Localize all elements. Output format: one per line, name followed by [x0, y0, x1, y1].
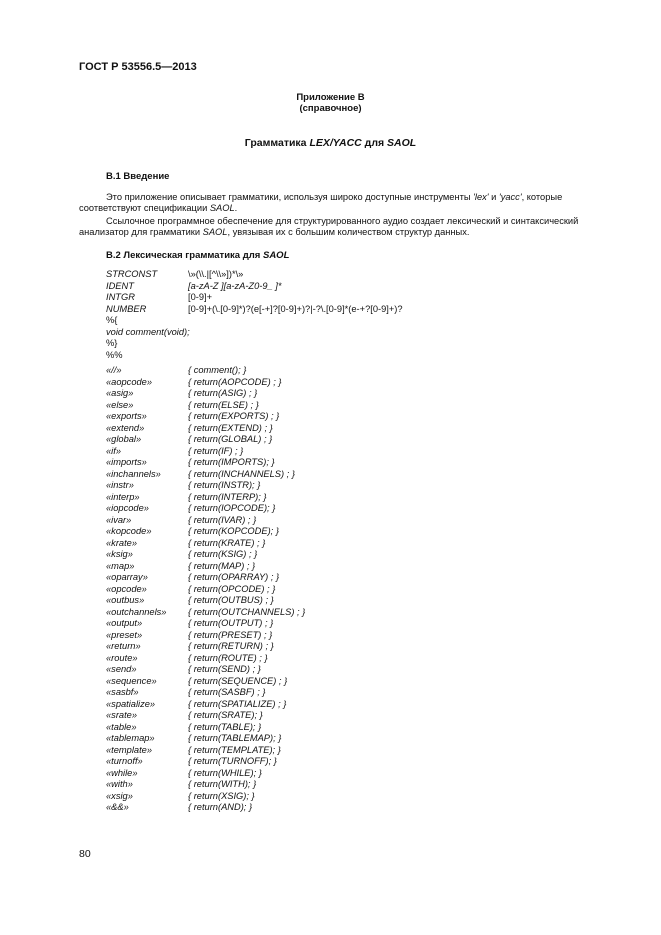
definition-name: STRCONST	[106, 269, 158, 279]
lexer-rules	[106, 365, 305, 814]
rule-action: { return(OUTBUS) ; }	[188, 595, 274, 605]
rule-token: «table»	[106, 721, 137, 732]
lexer-rule-row	[106, 630, 305, 642]
rule-token: «tablemap»	[106, 733, 155, 743]
lexer-rule-row	[106, 641, 305, 653]
rule-action: { return(XSIG); }	[188, 790, 255, 801]
rule-action: { return(INTERP); }	[188, 491, 267, 502]
lexer-rule-row	[106, 676, 305, 688]
title-prefix: Грамматика	[244, 137, 310, 149]
rule-token: «output»	[106, 618, 143, 628]
rule-token: «ksig»	[106, 549, 133, 559]
rule-token: «kopcode»	[106, 526, 152, 536]
rule-action: { return(AND); }	[188, 802, 253, 812]
lexer-rule-row	[106, 687, 305, 699]
lexer-rule-row	[106, 480, 305, 492]
rule-action: { return(SRATE); }	[188, 710, 263, 720]
intro-paragraph-1	[79, 192, 583, 214]
code-line-text: %}	[106, 338, 118, 349]
rule-action: { return(PRESET) ; }	[188, 629, 273, 640]
p1-saol: SAOL	[209, 203, 235, 213]
rule-token: «return»	[106, 641, 141, 651]
p2-saol: SAOL	[202, 227, 228, 237]
rule-action: { return(OUTCHANNELS) ; }	[188, 606, 306, 617]
lexer-rule-row	[106, 423, 305, 435]
lexer-rule-row	[106, 457, 305, 469]
definition-row	[106, 269, 403, 281]
rule-action: { return(SEND) ; }	[188, 664, 261, 674]
definition-pattern: [0-9]+	[188, 292, 213, 303]
rule-token: «iopcode»	[106, 503, 149, 513]
rule-action: { return(OPCODE) ; }	[188, 583, 276, 594]
p1-text: Это приложение описывает грамматики, используя широко доступные инструменты	[106, 192, 474, 202]
rule-token: «oparray»	[106, 572, 148, 582]
rule-token: «spatialize»	[106, 698, 156, 709]
rule-action: { return(KOPCODE); }	[188, 526, 279, 536]
definition-pattern: [0-9]+(\.[0-9]*)?(e[-+]?[0-9]+)?|-?\.[0-9]*(e-+?[0-9]+)?	[188, 303, 403, 314]
rule-action: { return(IMPORTS); }	[188, 457, 275, 467]
rule-token: «send»	[106, 664, 137, 674]
rule-token: «while»	[106, 767, 138, 778]
rule-token: «extend»	[106, 422, 145, 433]
page-number: 80	[79, 848, 91, 860]
lexer-rule-row	[106, 653, 305, 665]
code-line	[106, 327, 403, 339]
lexer-rule-row	[106, 699, 305, 711]
rule-action: { return(ROUTE) ; }	[188, 652, 268, 663]
rule-token: «interp»	[106, 491, 140, 502]
rule-token: «instr»	[106, 480, 134, 490]
lexer-rule-row	[106, 710, 305, 722]
lexer-rule-row	[106, 664, 305, 676]
lexer-rule-row	[106, 722, 305, 734]
code-line	[106, 338, 403, 350]
rule-action: { return(OPARRAY) ; }	[188, 572, 280, 582]
lexer-rule-row	[106, 400, 305, 412]
lexer-rule-row	[106, 595, 305, 607]
rule-token: «outchannels»	[106, 606, 167, 617]
rule-token: «if»	[106, 445, 121, 456]
rule-action: { return(EXTEND) ; }	[188, 422, 273, 433]
rule-action: { return(ASIG) ; }	[188, 388, 258, 398]
lexer-rule-row	[106, 388, 305, 400]
lexer-rule-row	[106, 561, 305, 573]
rule-action: { comment(); }	[188, 365, 247, 375]
appendix-heading	[0, 92, 661, 114]
definition-name: INTGR	[106, 292, 135, 303]
code-line	[106, 350, 403, 362]
rule-action: { return(OUTPUT) ; }	[188, 618, 274, 628]
rule-action: { return(TURNOFF); }	[188, 756, 277, 766]
document-header: ГОСТ Р 53556.5—2013	[79, 61, 197, 73]
rule-token: «xsig»	[106, 790, 133, 801]
rule-action: { return(IF) ; }	[188, 445, 244, 456]
rule-token: «srate»	[106, 710, 138, 720]
lexer-rule-row	[106, 515, 305, 527]
definition-name: NUMBER	[106, 303, 147, 314]
rule-action: { return(ELSE) ; }	[188, 399, 259, 410]
section-heading-intro: В.1 Введение	[106, 171, 170, 182]
rule-token: «asig»	[106, 388, 134, 398]
rule-token: «preset»	[106, 629, 143, 640]
title-lexyacc: LEX/YACC	[309, 137, 362, 149]
lexer-rule-row	[106, 538, 305, 550]
lexer-rule-row	[106, 733, 305, 745]
rule-action: { return(INSTR); }	[188, 480, 261, 490]
p1-lex: 'lex'	[473, 192, 489, 202]
lexer-rule-row	[106, 411, 305, 423]
p2-end: , увязывая их с большим количеством структур данных.	[227, 227, 470, 237]
lexer-rule-row	[106, 446, 305, 458]
rule-action: { return(SPATIALIZE) ; }	[188, 698, 287, 709]
rule-action: { return(GLOBAL) ; }	[188, 434, 273, 444]
rule-token: «&&»	[106, 802, 129, 812]
lexer-rule-row	[106, 434, 305, 446]
definition-row	[106, 281, 403, 293]
definition-row	[106, 304, 403, 316]
rule-action: { return(KSIG) ; }	[188, 549, 258, 559]
lexer-rule-row	[106, 618, 305, 630]
lexical-heading-saol: SAOL	[262, 250, 290, 261]
rule-action: { return(TEMPLATE); }	[188, 744, 281, 755]
lexical-definitions	[106, 269, 403, 361]
lexical-heading-text: В.2 Лексическая грамматика для	[106, 250, 263, 261]
rule-action: { return(WITH); }	[188, 779, 257, 789]
section-heading-lexical	[106, 250, 289, 261]
lexer-rule-row	[106, 549, 305, 561]
definition-pattern: \»(\\.|[^\\»])*\»	[188, 269, 244, 279]
rule-token: «ivar»	[106, 514, 132, 525]
rule-action: { return(MAP) ; }	[188, 560, 256, 571]
rule-token: «imports»	[106, 457, 147, 467]
definition-row	[106, 292, 403, 304]
lexer-rule-row	[106, 572, 305, 584]
rule-action: { return(SEQUENCE) ; }	[188, 675, 288, 686]
lexer-rule-row	[106, 791, 305, 803]
page-title	[0, 137, 661, 149]
rule-token: «map»	[106, 560, 135, 571]
rule-action: { return(AOPCODE) ; }	[188, 376, 282, 387]
p2-text: Ссылочное программное обеспечение для структурированного аудио создает лексический и синтаксический анализатор для грамматики	[79, 216, 579, 237]
lexer-rule-row	[106, 526, 305, 538]
code-line-text: %%	[106, 349, 123, 360]
lexer-rule-row	[106, 377, 305, 389]
rule-token: «outbus»	[106, 595, 145, 605]
appendix-title: Приложение В	[296, 92, 365, 103]
lexer-rule-row	[106, 492, 305, 504]
rule-token: «aopcode»	[106, 376, 153, 387]
p1-yacc: 'yacc'	[498, 192, 522, 202]
code-line	[106, 315, 403, 327]
rule-action: { return(KRATE) ; }	[188, 537, 266, 548]
lexer-rule-row	[106, 745, 305, 757]
rule-token: «//»	[106, 365, 122, 375]
definition-pattern: [a-zA-Z ][a-zA-Z0-9_ ]*	[188, 280, 282, 291]
lexer-rule-row	[106, 584, 305, 596]
lexer-rule-row	[106, 756, 305, 768]
p1-dot: .	[234, 203, 238, 213]
title-saol: SAOL	[387, 137, 417, 149]
lexer-rule-row	[106, 779, 305, 791]
rule-token: «sasbf»	[106, 687, 139, 697]
lexer-rule-row	[106, 607, 305, 619]
rule-action: { return(RETURN) ; }	[188, 641, 274, 651]
appendix-subtitle: (справочное)	[299, 103, 362, 114]
rule-token: «turnoff»	[106, 756, 143, 766]
rule-action: { return(WHILE); }	[188, 767, 262, 778]
definition-name: IDENT	[106, 280, 134, 291]
rule-token: «route»	[106, 652, 138, 663]
rule-action: { return(TABLE); }	[188, 721, 262, 732]
lexer-rule-row	[106, 802, 305, 814]
title-middle: для	[361, 137, 388, 149]
rule-token: «inchannels»	[106, 468, 161, 479]
rule-token: «exports»	[106, 411, 147, 421]
rule-token: «krate»	[106, 537, 138, 548]
p1-and: и	[488, 192, 499, 202]
lexer-rule-row	[106, 768, 305, 780]
lexer-rule-row	[106, 503, 305, 515]
rule-action: { return(IOPCODE); }	[188, 503, 276, 513]
rule-action: { return(IVAR) ; }	[188, 514, 257, 525]
rule-token: «with»	[106, 779, 133, 789]
rule-token: «else»	[106, 399, 134, 410]
intro-paragraph-2	[79, 216, 583, 238]
rule-token: «template»	[106, 744, 152, 755]
rule-token: «global»	[106, 434, 142, 444]
rule-token: «opcode»	[106, 583, 147, 594]
rule-token: «sequence»	[106, 675, 157, 686]
rule-action: { return(SASBF) ; }	[188, 687, 266, 697]
lexer-rule-row	[106, 365, 305, 377]
rule-action: { return(INCHANNELS) ; }	[188, 468, 295, 479]
lexer-rule-row	[106, 469, 305, 481]
p1-end: , которые соответствуют спецификации	[79, 192, 563, 213]
rule-action: { return(TABLEMAP); }	[188, 733, 282, 743]
code-line-text: void comment(void);	[106, 326, 190, 337]
rule-action: { return(EXPORTS) ; }	[188, 411, 280, 421]
code-line-text: %{	[106, 315, 118, 326]
